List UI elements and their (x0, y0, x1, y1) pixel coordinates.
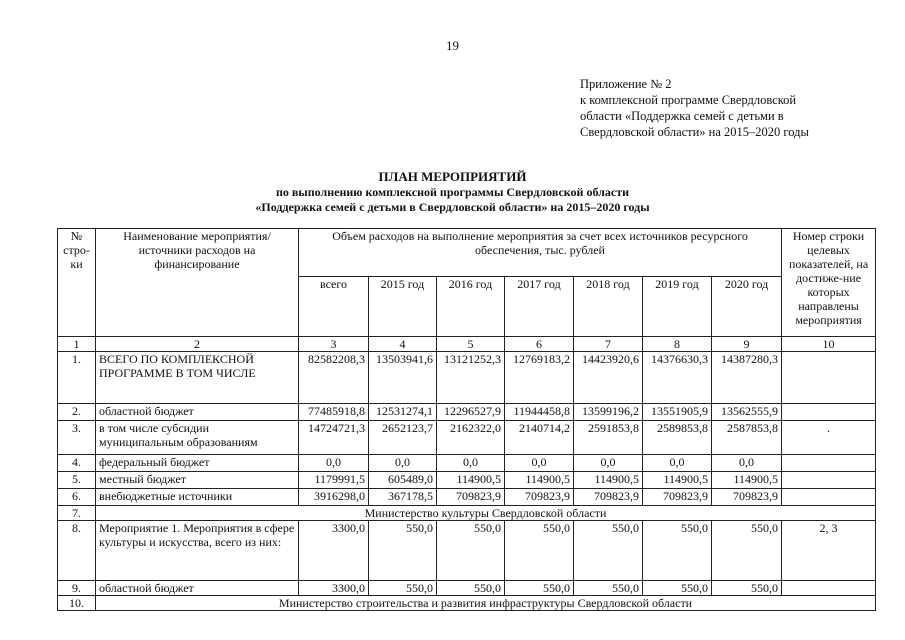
row-num: 5. (58, 472, 96, 489)
row-name: в том числе субсидии муниципальным образованиям (96, 421, 299, 455)
row-target: . (782, 421, 876, 455)
appendix-note (580, 76, 880, 140)
row-target: 2, 3 (782, 521, 876, 581)
row-y2017: 11944458,8 (505, 404, 574, 421)
row-total: 77485918,8 (299, 404, 369, 421)
row-num: 4. (58, 455, 96, 472)
column-number: 3 (299, 337, 369, 352)
row-target (782, 489, 876, 506)
row-name: внебюджетные источники (96, 489, 299, 506)
table-row (58, 352, 876, 404)
row-y2020: 14387280,3 (712, 352, 782, 404)
appendix-line: к комплексной программе Свердловской (580, 93, 797, 107)
row-y2015: 550,0 (369, 581, 437, 596)
header-name: Наименование мероприятия/ источники расходов на финансирование (96, 229, 299, 337)
row-y2015: 12531274,1 (369, 404, 437, 421)
column-number: 5 (437, 337, 505, 352)
column-number: 9 (712, 337, 782, 352)
header-year: 2015 год (369, 277, 437, 337)
row-y2019: 550,0 (643, 581, 712, 596)
row-num: 2. (58, 404, 96, 421)
row-y2016: 12296527,9 (437, 404, 505, 421)
row-y2020: 114900,5 (712, 472, 782, 489)
row-num: 9. (58, 581, 96, 596)
row-y2019: 550,0 (643, 521, 712, 581)
row-y2018: 0,0 (574, 455, 643, 472)
table-row (58, 581, 876, 596)
appendix-line: Свердловской области» на 2015–2020 годы (580, 125, 809, 139)
row-y2018: 550,0 (574, 581, 643, 596)
section-label: Министерство строительства и развития инфраструктуры Свердловской области (96, 596, 876, 611)
row-y2015: 550,0 (369, 521, 437, 581)
row-total: 0,0 (299, 455, 369, 472)
row-total: 3916298,0 (299, 489, 369, 506)
appendix-line: области «Поддержка семей с детьми в (580, 109, 784, 123)
header-target: Номер строки целевых показателей, на достиже-ние которых направлены мероприятия (782, 229, 876, 337)
row-y2015: 2652123,7 (369, 421, 437, 455)
row-y2020: 0,0 (712, 455, 782, 472)
section-row (58, 506, 876, 521)
row-total: 3300,0 (299, 581, 369, 596)
appendix-line: Приложение № 2 (580, 77, 672, 91)
row-name: федеральный бюджет (96, 455, 299, 472)
row-y2017: 2140714,2 (505, 421, 574, 455)
row-y2017: 550,0 (505, 521, 574, 581)
table-row (58, 489, 876, 506)
row-y2019: 2589853,8 (643, 421, 712, 455)
row-y2020: 550,0 (712, 581, 782, 596)
row-y2019: 709823,9 (643, 489, 712, 506)
row-y2020: 550,0 (712, 521, 782, 581)
column-number: 4 (369, 337, 437, 352)
row-num: 7. (58, 506, 96, 521)
row-y2016: 114900,5 (437, 472, 505, 489)
table-row (58, 521, 876, 581)
row-y2017: 12769183,2 (505, 352, 574, 404)
header-year: 2020 год (712, 277, 782, 337)
row-y2015: 367178,5 (369, 489, 437, 506)
title-line-3: «Поддержка семей с детьми в Свердловской области» на 2015–2020 годы (255, 200, 650, 214)
header-year: 2018 год (574, 277, 643, 337)
row-y2019: 0,0 (643, 455, 712, 472)
row-num: 8. (58, 521, 96, 581)
row-y2018: 13599196,2 (574, 404, 643, 421)
section-label: Министерство культуры Свердловской области (96, 506, 876, 521)
row-y2016: 550,0 (437, 521, 505, 581)
column-number: 7 (574, 337, 643, 352)
row-name: местный бюджет (96, 472, 299, 489)
row-y2017: 0,0 (505, 455, 574, 472)
row-y2017: 550,0 (505, 581, 574, 596)
row-y2018: 14423920,6 (574, 352, 643, 404)
header-total: всего (299, 277, 369, 337)
column-number: 10 (782, 337, 876, 352)
row-target (782, 472, 876, 489)
column-number: 8 (643, 337, 712, 352)
row-name: ВСЕГО ПО КОМПЛЕКСНОЙ ПРОГРАММЕ В ТОМ ЧИСЛЕ (96, 352, 299, 404)
row-num: 3. (58, 421, 96, 455)
header-year: 2019 год (643, 277, 712, 337)
table-row (58, 455, 876, 472)
row-y2019: 14376630,3 (643, 352, 712, 404)
row-target (782, 455, 876, 472)
header-num: № стро-ки (58, 229, 96, 337)
column-number: 2 (96, 337, 299, 352)
row-y2017: 709823,9 (505, 489, 574, 506)
row-y2016: 0,0 (437, 455, 505, 472)
column-number: 1 (58, 337, 96, 352)
header-year: 2016 год (437, 277, 505, 337)
row-y2020: 709823,9 (712, 489, 782, 506)
document-title (0, 168, 905, 215)
row-y2018: 2591853,8 (574, 421, 643, 455)
row-name: Мероприятие 1. Мероприятия в сфере культуры и искусства, всего из них: (96, 521, 299, 581)
table-row (58, 421, 876, 455)
row-y2018: 114900,5 (574, 472, 643, 489)
row-y2015: 0,0 (369, 455, 437, 472)
title-line-2: по выполнению комплексной программы Свердловской области (275, 185, 630, 199)
row-y2017: 114900,5 (505, 472, 574, 489)
row-y2015: 605489,0 (369, 472, 437, 489)
row-y2018: 550,0 (574, 521, 643, 581)
header-year: 2017 год (505, 277, 574, 337)
row-name: областной бюджет (96, 581, 299, 596)
row-y2018: 709823,9 (574, 489, 643, 506)
row-num: 1. (58, 352, 96, 404)
row-total: 14724721,3 (299, 421, 369, 455)
row-y2016: 550,0 (437, 581, 505, 596)
title-line-1: ПЛАН МЕРОПРИЯТИЙ (378, 169, 527, 184)
column-number: 6 (505, 337, 574, 352)
row-target (782, 581, 876, 596)
row-y2019: 13551905,9 (643, 404, 712, 421)
row-num: 10. (58, 596, 96, 611)
table-row (58, 404, 876, 421)
header-row (58, 229, 876, 277)
row-total: 82582208,3 (299, 352, 369, 404)
row-target (782, 404, 876, 421)
table-row (58, 472, 876, 489)
row-y2016: 2162322,0 (437, 421, 505, 455)
page-number: 19 (446, 38, 459, 53)
row-y2020: 13562555,9 (712, 404, 782, 421)
row-y2016: 13121252,3 (437, 352, 505, 404)
row-total: 3300,0 (299, 521, 369, 581)
row-y2020: 2587853,8 (712, 421, 782, 455)
header-volume: Объем расходов на выполнение мероприятия за счет всех источников ресурсного обеспечения, тыс. рублей (299, 229, 782, 277)
column-numbers-row (58, 337, 876, 352)
row-name: областной бюджет (96, 404, 299, 421)
row-total: 1179991,5 (299, 472, 369, 489)
plan-table (57, 228, 876, 611)
row-target (782, 352, 876, 404)
section-row (58, 596, 876, 611)
row-y2019: 114900,5 (643, 472, 712, 489)
row-y2015: 13503941,6 (369, 352, 437, 404)
row-num: 6. (58, 489, 96, 506)
row-y2016: 709823,9 (437, 489, 505, 506)
